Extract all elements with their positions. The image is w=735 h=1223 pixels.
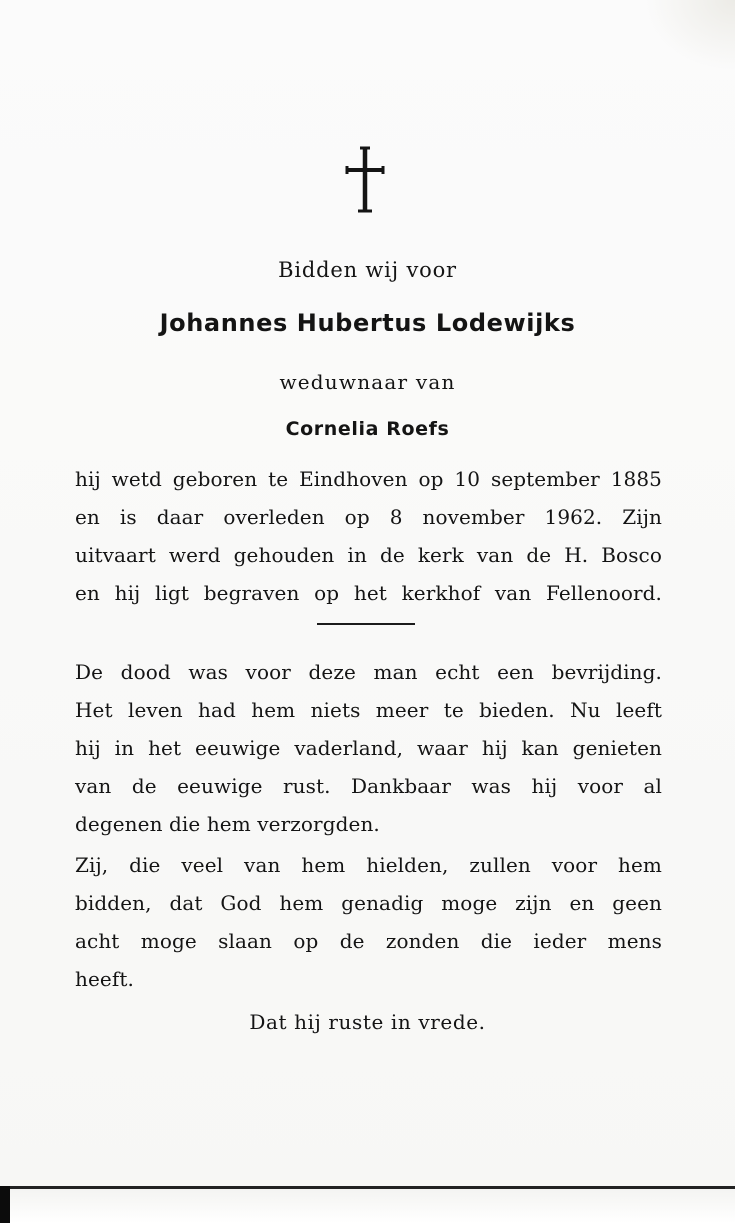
biography-line: en hij ligt begraven op het kerkhof van Fellenoord. [75,581,662,605]
reflection-line: hij in het eeuwige vaderland, waar hij kan genieten [75,736,662,760]
prayer-intro: Bidden wij voor [278,258,457,282]
reflection-paragraph [75,653,662,843]
prayer-paragraph [75,846,662,998]
relation-label: weduwnaar van [279,370,456,394]
prayer-line: Zij, die veel van hem hielden, zullen voor hem [75,853,662,877]
paper-wear [645,0,735,70]
scan-margin [0,1189,735,1223]
prayer-line: bidden, dat God hem genadig moge zijn en geen [75,891,662,915]
prayer-line: heeft. [75,967,134,991]
biography-line: hij wetd geboren te Eindhoven op 10 september 1885 [75,467,662,491]
reflection-line: van de eeuwige rust. Dankbaar was hij voor al [75,774,662,798]
section-divider [317,623,415,625]
spouse-name: Cornelia Roefs [285,418,450,440]
cross-icon [343,146,387,216]
reflection-line: Het leven had hem niets meer te bieden. Nu leeft [75,698,662,722]
biography-paragraph [75,460,662,612]
deceased-name: Johannes Hubertus Lodewijks [159,309,576,337]
closing-line: Dat hij ruste in vrede. [249,1010,486,1034]
biography-line: uitvaart werd gehouden in de kerk van de H. Bosco [75,543,662,567]
reflection-line: degenen die hem verzorgden. [75,812,380,836]
reflection-line: De dood was voor deze man echt een bevrijding. [75,660,662,684]
biography-line: en is daar overleden op 8 november 1962. Zijn [75,505,662,529]
card-left-edge [0,1186,10,1223]
prayer-line: acht moge slaan op de zonden die ieder mens [75,929,662,953]
